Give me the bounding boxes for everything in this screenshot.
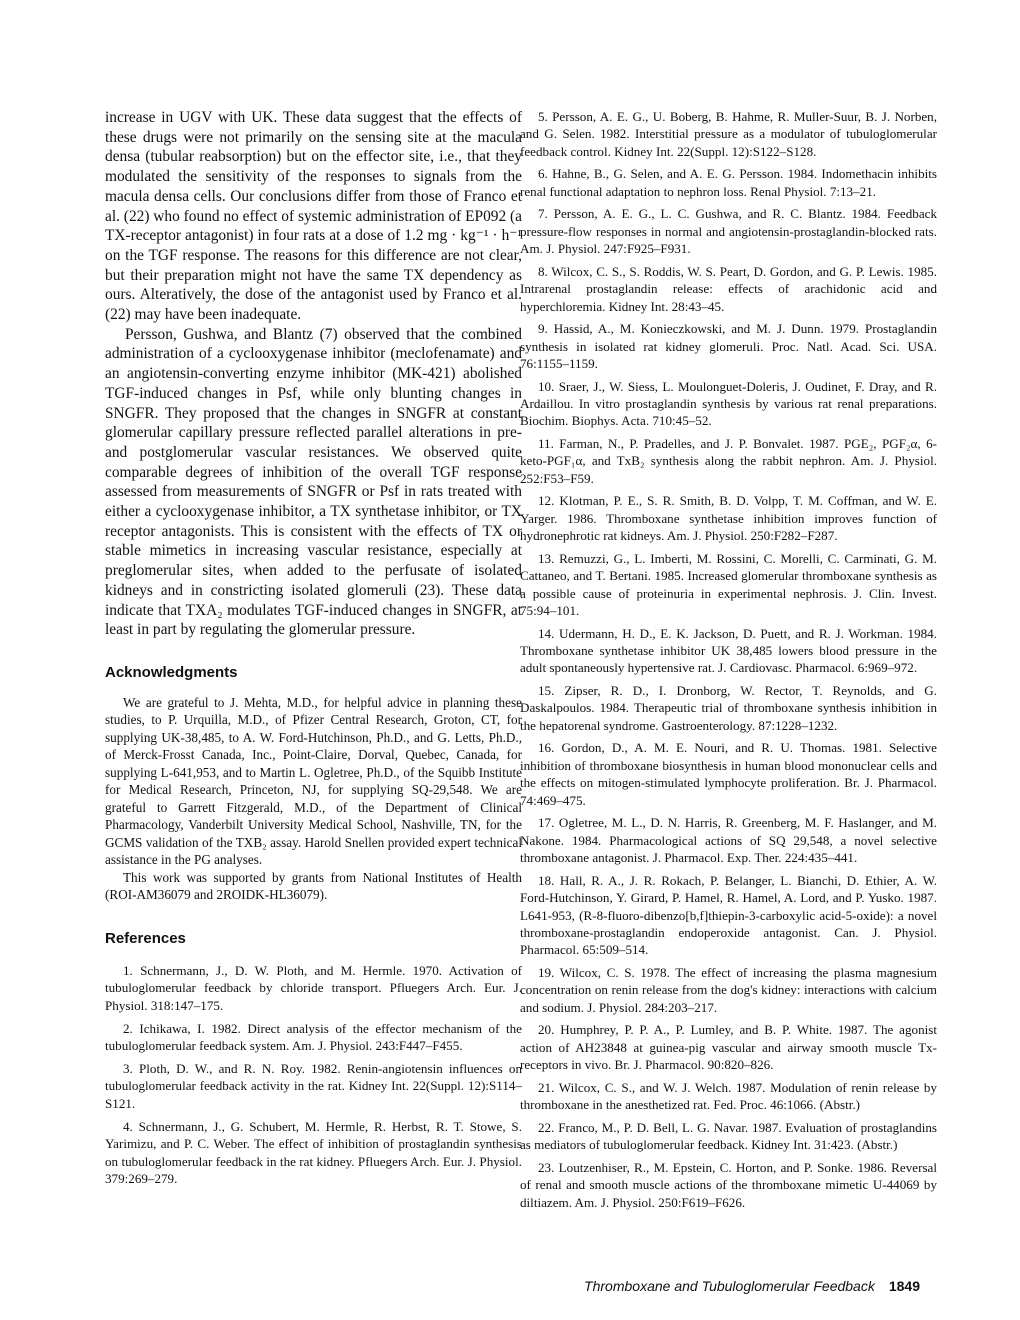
funding-paragraph: This work was supported by grants from National Institutes of Health (ROI-AM36079 and 2ROIDK-HL36079). xyxy=(105,869,522,903)
reference-item: 11. Farman, N., P. Pradelles, and J. P. Bonvalet. 1987. PGE₂, PGF₂α, 6-keto-PGF₁α, and TxB₂ synthesis along the rabbit nephron. Am. J. Physiol. 252:F53–F59. xyxy=(520,436,937,486)
left-column xyxy=(105,108,522,1193)
page-footer xyxy=(584,1278,920,1296)
body-paragraph-persson: Persson, Gushwa, and Blantz (7) observed that the combined administration of a cyclooxygenase inhibitor (meclofenamate) and an angiotensin-converting enzyme inhibitor (MK-421) abolished TGF-induced changes in Psf, while only blunting changes in SNGFR. They proposed that the changes in SNGFR at constant glomerular capillary pressure reflected parallel alterations in pre- and postglomerular vascular resistances. We observed quite comparable degrees of inhibition of the overall TGF response assessed from measurements of SNGFR or Psf in rats treated with either a cyclooxygenase inhibitor, a TX synthetase inhibitor, or TX receptor antagonists. This is consistent with the effects of TX or stable mimetics in increasing vascular resistance, especially at preglomerular sites, when added to the perfusate of isolated kidneys and in constricting isolated glomeruli (23). These data indicate that TXA₂ modulates TGF-induced changes in SNGFR, at least in part by regulating the glomerular pressure. xyxy=(105,325,522,639)
acknowledgments-heading: Acknowledgments xyxy=(105,663,238,681)
references-heading: References xyxy=(105,929,186,947)
reference-item: 18. Hall, R. A., J. R. Rokach, P. Belanger, L. Bianchi, D. Ethier, A. W. Ford-Hutchinson, Y. Girard, P. Hamel, R. Hamel, A. Lord, and P. Yusko. 1987. L641-953, (R-8-fluoro-dibenzo[b,f]thiepin-3-carboxylic acid-5-oxide): a novel thromboxane-prostaglandin endoperoxide antagonist. Can. J. Physiol. Pharmacol. 65:509–514. xyxy=(520,872,937,958)
reference-item: 10. Sraer, J., W. Siess, L. Moulonguet-Doleris, J. Oudinet, F. Dray, and R. Ardaillou. In vitro prostaglandin synthesis by various rat renal preparations. Biochim. Biophys. Acta. 710:45–52. xyxy=(520,378,937,429)
reference-item: 16. Gordon, D., A. M. E. Nouri, and R. U. Thomas. 1981. Selective inhibition of thromboxane biosynthesis in human blood mononuclear cells and the effects on mitogen-stimulated lymphocyte proliferation. Br. J. Pharmacol. 74:469–475. xyxy=(520,740,937,808)
reference-item: 20. Humphrey, P. P. A., P. Lumley, and B. P. White. 1987. The agonist action of AH23848 at guinea-pig vascular and airway smooth muscle Tx-receptors in vivo. Br. J. Pharmacol. 90:820–826. xyxy=(520,1022,937,1073)
reference-item: 12. Klotman, P. E., S. R. Smith, B. D. Volpp, T. M. Coffman, and W. E. Yarger. 1986. Thromboxane synthetase inhibition improves function of hydronephrotic rat kidneys. Am. J. Physiol. 250:F282–F287. xyxy=(520,493,937,544)
acknowledgments-paragraph: We are grateful to J. Mehta, M.D., for helpful advice in planning these studies, to P. Urquilla, M.D., of Pfizer Central Research, Groton, CT, for supplying UK-38,485, to A. W. Ford-Hutchinson, Ph.D., and G. Letts, Ph.D., of Merck-Frosst Canada, Inc., Point-Claire, Dorval, Quebec, Canada, for supplying L-641,953, and to Martin L. Ogletree, Ph.D., of the Squibb Institute for Medical Research, Princeton, NJ, for supplying SQ-29,548. We are grateful to Garrett Fitzgerald, M.D., of the Department of Clinical Pharmacology, Vanderbilt University Medical School, Nashville, TN, for the GCMS validation of the TXB₂ assay. Harold Snellen provided expert technical assistance in the PG analyses. xyxy=(105,694,522,868)
reference-item: 3. Ploth, D. W., and R. N. Roy. 1982. Renin-angiotensin influences on tubuloglomerular feedback activity in the rat. Kidney Int. 22(Suppl. 12):S114–S121. xyxy=(105,1061,522,1111)
reference-item: 15. Zipser, R. D., I. Dronborg, W. Rector, T. Reynolds, and G. Daskalpoulos. 1984. Therapeutic trial of thromboxane synthesis inhibition in the hepatorenal syndrome. Gastroenterology. 87:1228–1232. xyxy=(520,683,937,733)
reference-item: 5. Persson, A. E. G., U. Boberg, B. Hahme, R. Muller-Suur, B. J. Norben, and G. Selen. 1982. Interstitial pressure as a modulator of tubuloglomerular feedback control. Kidney Int. 22(Suppl. 12):S122–S128. xyxy=(520,109,937,159)
reference-item: 13. Remuzzi, G., L. Imberti, M. Rossini, C. Morelli, C. Carminati, G. M. Cattaneo, and T. Bertani. 1985. Increased glomerular thromboxane synthesis as a possible cause of proteinuria in experimental nephrosis. J. Clin. Invest. 75:94–101. xyxy=(520,550,937,619)
reference-item: 6. Hahne, B., G. Selen, and A. E. G. Persson. 1984. Indomethacin inhibits renal functional adaptation to nephron loss. Renal Physiol. 7:13–21. xyxy=(520,166,937,199)
reference-item: 9. Hassid, A., M. Konieczkowski, and M. J. Dunn. 1979. Prostaglandin synthesis in isolated rat kidney glomeruli. Proc. Natl. Acad. Sci. USA. 76:1155–1159. xyxy=(520,321,937,372)
reference-item: 4. Schnermann, J., G. Schubert, M. Hermle, R. Herbst, R. T. Stowe, S. Yarimizu, and P. C. Weber. The effect of inhibition of prostaglandin synthesis on tubuloglomerular feedback in the rat kidney. Pfluegers Arch. Eur. J. Physiol. 379:269–279. xyxy=(105,1118,522,1186)
reference-item: 17. Ogletree, M. L., D. N. Harris, R. Greenberg, M. F. Haslanger, and M. Nakone. 1984. Pharmacological actions of SQ 29,548, a novel selective thromboxane antagonist. J. Pharmacol. Exp. Ther. 224:435–441. xyxy=(520,815,937,866)
reference-item: 2. Ichikawa, I. 1982. Direct analysis of the effector mechanism of the tubuloglomerular feedback system. Am. J. Physiol. 243:F447–F455. xyxy=(105,1020,522,1054)
reference-item: 22. Franco, M., P. D. Bell, L. G. Navar. 1987. Evaluation of prostaglandins as mediators of tubuloglomerular feedback. Kidney Int. 31:423. (Abstr.) xyxy=(520,1119,937,1153)
reference-item: 23. Loutzenhiser, R., M. Epstein, C. Horton, and P. Sonke. 1986. Reversal of renal and smooth muscle actions of the thromboxane mimetic U-44069 by diltiazem. Am. J. Physiol. 250:F619–F626. xyxy=(520,1159,937,1210)
reference-item: 7. Persson, A. E. G., L. C. Gushwa, and R. C. Blantz. 1984. Feedback pressure-flow responses in normal and angiotensin-prostaglandin-blocked rats. Am. J. Physiol. 247:F925–F931. xyxy=(520,206,937,257)
reference-item: 8. Wilcox, C. S., S. Roddis, W. S. Peart, D. Gordon, and G. P. Lewis. 1985. Intrarenal prostaglandin release: effects of arachidonic acid and hyperchloremia. Kidney Int. 28:43–45. xyxy=(520,263,937,314)
reference-item: 1. Schnermann, J., D. W. Ploth, and M. Hermle. 1970. Activation of tubuloglomerular feedback by chloride transport. Pfluegers Arch. Eur. J. Physiol. 318:147–175. xyxy=(105,962,522,1013)
page-number: 1849 xyxy=(888,1278,920,1294)
reference-item: 21. Wilcox, C. S., and W. J. Welch. 1987. Modulation of renin release by thromboxane in the anesthetized rat. Fed. Proc. 46:1066. (Abstr.) xyxy=(520,1079,937,1113)
reference-item: 14. Udermann, H. D., E. K. Jackson, D. Puett, and R. J. Workman. 1984. Thromboxane synthetase inhibitor UK 38,485 lowers blood pressure in the adult spontaneously hypertensive rat. J. Cardiovasc. Pharmacol. 6:969–972. xyxy=(520,625,937,676)
reference-item: 19. Wilcox, C. S. 1978. The effect of increasing the plasma magnesium concentration on renin release from the dog's kidney: interactions with calcium and sodium. J. Physiol. 284:203–217. xyxy=(520,964,937,1015)
running-title: Thromboxane and Tubuloglomerular Feedback xyxy=(584,1278,875,1294)
right-column xyxy=(520,108,937,1216)
body-paragraph-intro: increase in UGV with UK. These data suggest that the effects of these drugs were not primarily on the sensing site at the macula densa (tubular reabsorption) but on the effector site, i.e., that they modulated the sensitivity of the responses to signals from the macula densa cells. Our conclusions differ from those of Franco et al. (22) who found no effect of systemic administration of EP092 (a TX-receptor antagonist) in four rats at a dose of 1.2 mg · kg⁻¹ · h⁻¹ on the TGF response. The reasons for this difference are not clear, but their preparation might not have the same TX dependency as ours. Alteratively, the dose of the antagonist used by Franco et al. (22) may have been inadequate. xyxy=(105,109,522,324)
